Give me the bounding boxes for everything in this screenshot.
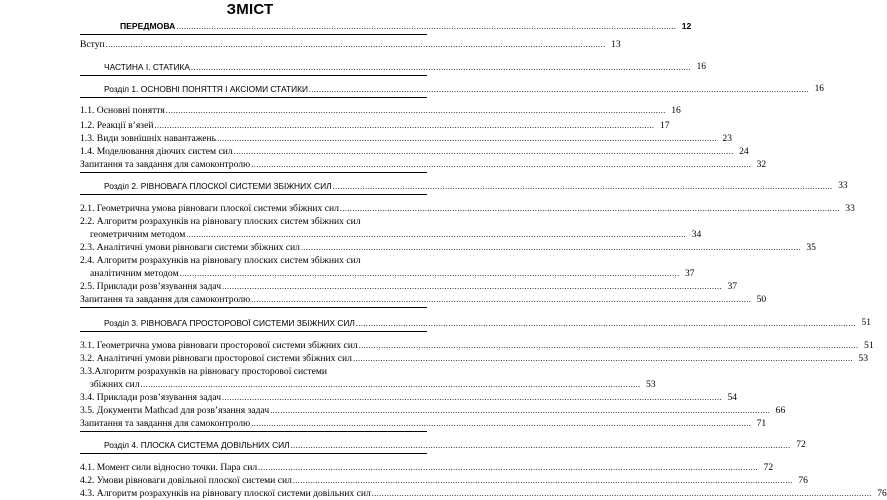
toc-entry-title: геометричним методом: [90, 229, 186, 240]
toc-page-number: 32: [756, 159, 767, 170]
toc-page-number: 54: [727, 392, 738, 403]
toc-leader-dots: [301, 242, 801, 253]
toc-entry-title: Вступ: [80, 39, 105, 50]
toc-entry: [80, 203, 855, 214]
divider: [80, 172, 427, 173]
toc-entry: [80, 475, 808, 486]
toc-entry: [80, 216, 427, 227]
toc-page-number: 16: [814, 84, 824, 94]
toc-entry: [80, 255, 427, 266]
toc-entry-title: 4.1. Момент сили відносно точки. Пара сил: [80, 462, 258, 473]
toc-page-number: 33: [838, 181, 848, 191]
toc-entry-title: Запитання та завдання для самоконтролю: [80, 418, 251, 429]
toc-leader-dots: [251, 159, 751, 170]
toc-part-heading: [80, 62, 706, 73]
toc-section-heading: [80, 84, 824, 95]
toc-section-heading: [80, 318, 871, 329]
toc-leader-dots: [251, 294, 751, 305]
divider: [80, 34, 427, 35]
toc-entry: [80, 105, 681, 116]
toc-page-number: 71: [756, 418, 767, 429]
toc-leader-dots: [234, 146, 734, 157]
toc-entry: [80, 294, 767, 305]
toc-entry-title: 3.5. Документи Mathcad для розв’язання задач: [80, 405, 270, 416]
toc-entry: [80, 488, 887, 499]
toc-section-heading: [80, 440, 806, 451]
toc-leader-dots: [258, 462, 758, 473]
toc-entry-title: 2.1. Геометрична умова рівноваги плоскої системи збіжних сил: [80, 203, 339, 214]
toc-entry-title: Розділ 4. ПЛОСКА СИСТЕМА ДОВІЛЬНИХ СИЛ: [104, 440, 290, 450]
toc-leader-dots: [270, 405, 770, 416]
toc-entry: [80, 379, 656, 390]
divider: [80, 453, 427, 454]
toc-entry: [80, 242, 816, 253]
toc-entry: [80, 229, 702, 240]
toc-entry-title: 2.4. Алгоритм розрахунків на рівновагу плоских систем збіжних сил: [80, 255, 361, 266]
toc-entry: [80, 340, 874, 351]
divider: [80, 331, 427, 332]
toc-leader-dots: [180, 268, 680, 279]
toc-entry-title: ПЕРЕДМОВА: [120, 21, 176, 31]
page-title: ЗМІСТ: [226, 1, 274, 18]
toc-page-number: 37: [684, 268, 695, 279]
toc-entry: [80, 146, 749, 157]
divider: [80, 75, 427, 76]
toc-entry-title: 1.1. Основні поняття: [80, 105, 165, 116]
toc-page-number: 24: [739, 146, 749, 157]
toc-page-number: 76: [877, 488, 887, 499]
toc-page-number: 16: [696, 62, 706, 72]
toc-leader-dots: [309, 84, 809, 95]
toc-page-number: 35: [806, 242, 816, 253]
toc-entry: [80, 268, 695, 279]
toc-leader-dots: [353, 353, 853, 364]
toc-page-number: 53: [646, 379, 656, 390]
toc-page-number: 12: [681, 21, 692, 31]
toc-entry-title: 2.3. Аналітичні умови рівноваги системи збіжних сил: [80, 242, 300, 253]
toc-page-number: 17: [659, 120, 670, 131]
toc-entry-title: ЧАСТИНА І. СТАТИКА: [104, 62, 190, 72]
toc-section-heading: [80, 181, 848, 192]
toc-entry-title: 1.3. Види зовнішніх навантажень: [80, 133, 217, 144]
toc-entry: [80, 353, 868, 364]
divider: [80, 194, 427, 195]
toc-page-number: 53: [858, 353, 868, 364]
toc-entry-title: 1.2. Реакції в’язей: [80, 120, 154, 131]
toc-leader-dots: [191, 62, 691, 73]
toc-entry-title: 3.4. Приклади розв’язування задач: [80, 392, 222, 403]
toc-leader-dots: [340, 203, 840, 214]
toc-entry: [80, 281, 738, 292]
divider: [80, 307, 427, 308]
divider: [80, 97, 427, 98]
toc-entry-title: 4.2. Умови рівноваги довільної плоскої системи сил: [80, 475, 292, 486]
toc-page-number: 51: [861, 318, 871, 328]
toc-entry-title: Розділ 2. РІВНОВАГА ПЛОСКОЇ СИСТЕМИ ЗБІЖНИХ СИЛ: [104, 181, 332, 191]
toc-leader-dots: [176, 21, 676, 32]
toc-leader-dots: [222, 281, 722, 292]
toc-leader-dots: [166, 105, 666, 116]
toc-page-number: 23: [722, 133, 733, 144]
toc-entry-title: 2.2. Алгоритм розрахунків на рівновагу плоских систем збіжних сил: [80, 216, 361, 227]
toc-entry-title: 3.3.Алгоритм розрахунків на рівновагу просторової системи: [80, 366, 328, 377]
toc-leader-dots: [333, 181, 833, 192]
toc-page-number: 13: [611, 39, 621, 50]
toc-leader-dots: [154, 120, 654, 131]
toc-page-number: 51: [864, 340, 874, 351]
toc-entry: [80, 462, 774, 473]
toc-page-number: 16: [671, 105, 681, 116]
toc-entry: [80, 21, 692, 32]
toc-entry: [80, 120, 670, 131]
toc-entry: [80, 159, 767, 170]
toc-entry: [80, 418, 767, 429]
toc-page-number: 72: [796, 440, 806, 450]
toc-entry-title: Розділ 3. РІВНОВАГА ПРОСТОРОВОЇ СИСТЕМИ ЗБІЖНИХ СИЛ: [104, 318, 355, 328]
toc-entry-title: збіжних сил: [90, 379, 140, 390]
toc-entry-title: 1.4. Моделювання діючих систем сил: [80, 146, 233, 157]
toc-entry-title: 4.3. Алгоритм розрахунків на рівновагу плоскої системи довільних сил: [80, 488, 371, 499]
toc-entry-title: Запитання та завдання для самоконтролю: [80, 294, 251, 305]
toc-page-number: 72: [763, 462, 774, 473]
toc-leader-dots: [217, 133, 717, 144]
toc-page-number: 33: [845, 203, 855, 214]
toc-leader-dots: [293, 475, 793, 486]
toc-entry: [80, 366, 427, 377]
toc-entry-title: 3.2. Аналітичні умови рівноваги просторової системи збіжних сил: [80, 353, 352, 364]
toc-leader-dots: [291, 440, 791, 451]
toc-page-number: 37: [727, 281, 738, 292]
toc-leader-dots: [356, 318, 856, 329]
toc-leader-dots: [222, 392, 722, 403]
toc-leader-dots: [106, 39, 606, 50]
toc-leader-dots: [141, 379, 641, 390]
toc-page-number: 34: [691, 229, 702, 240]
toc-page-number: 50: [756, 294, 767, 305]
toc-entry: [80, 392, 738, 403]
divider: [80, 431, 427, 432]
toc-entry-title: аналітичним методом: [90, 268, 179, 279]
toc-entry-title: Запитання та завдання для самоконтролю: [80, 159, 251, 170]
toc-leader-dots: [359, 340, 859, 351]
toc-entry-title: Розділ 1. ОСНОВНІ ПОНЯТТЯ І АКСІОМИ СТАТИКИ: [104, 84, 308, 94]
toc-entry: [80, 133, 733, 144]
toc-leader-dots: [186, 229, 686, 240]
toc-entry-title: 2.5. Приклади розв’язування задач: [80, 281, 222, 292]
toc-entry: [80, 405, 786, 416]
toc-page-number: 66: [775, 405, 786, 416]
toc-entry: [80, 39, 621, 50]
toc-page-number: 76: [798, 475, 808, 486]
toc-leader-dots: [372, 488, 872, 499]
toc-entry-title: 3.1. Геометрична умова рівноваги просторової системи збіжних сил: [80, 340, 358, 351]
toc-leader-dots: [251, 418, 751, 429]
